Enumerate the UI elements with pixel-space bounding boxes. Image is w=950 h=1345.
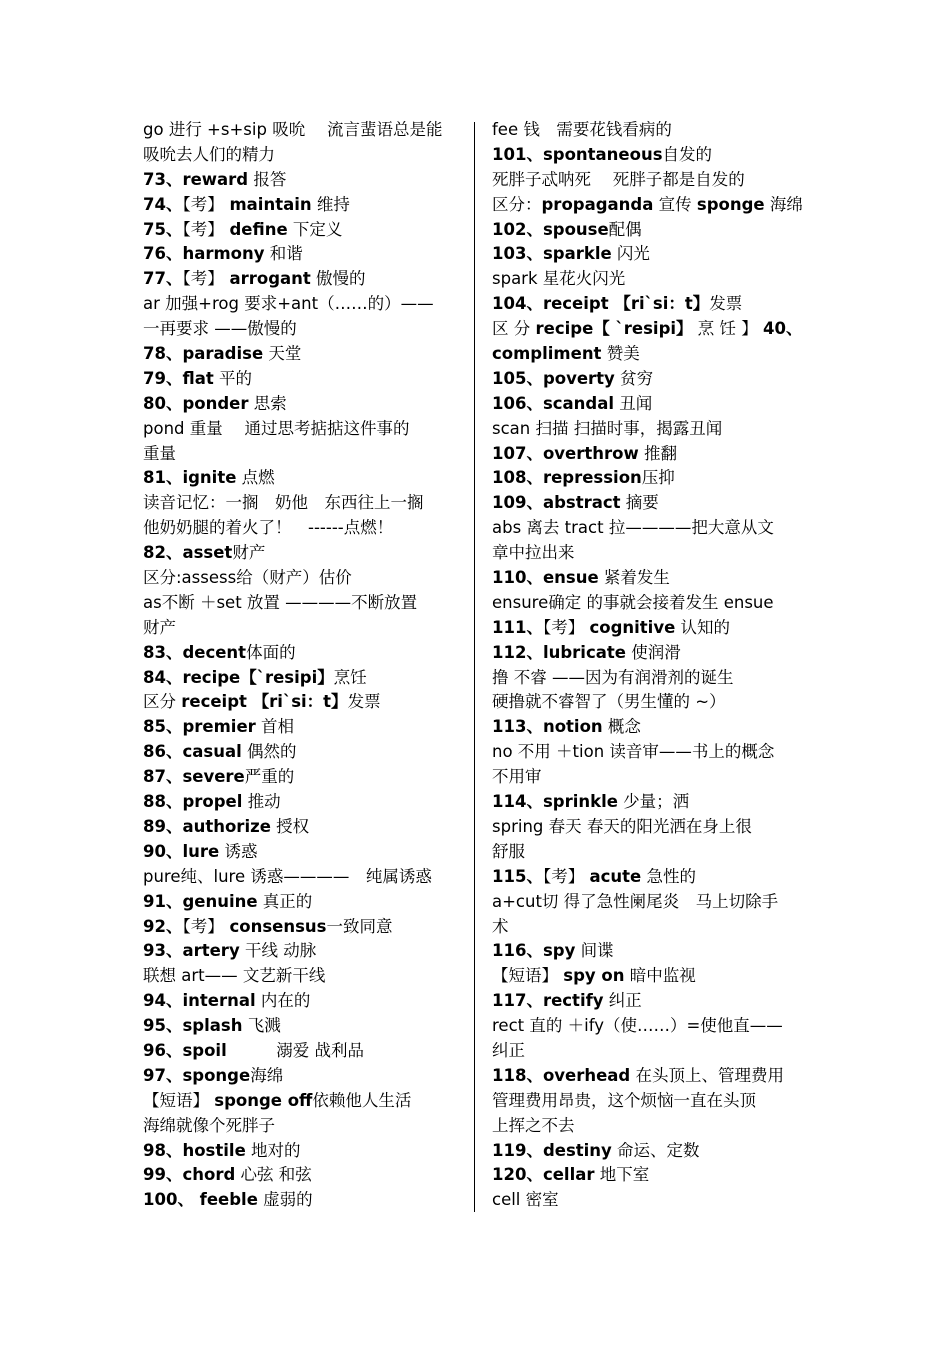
entry-text: 溺爱 战利品 (226, 1040, 364, 1060)
entry-term: 109、abstract (492, 493, 621, 513)
entry-text: as不断 ＋set 放置 ————不断放置 (143, 592, 418, 612)
text-line (143, 168, 463, 193)
text-line (492, 1188, 812, 1213)
entry-text: 使润滑 (625, 642, 681, 662)
text-line (143, 715, 463, 740)
entry-term: 103、sparkle (492, 244, 612, 264)
entry-term: 115、 (492, 866, 543, 886)
entry-term: 110、ensue (492, 568, 599, 588)
entry-text: 和谐 (264, 244, 303, 264)
entry-term: arrogant (223, 269, 311, 289)
entry-term: 111、 (492, 617, 543, 637)
entry-text: fee 钱 需要花钱看病的 (492, 120, 672, 139)
text-line (492, 715, 812, 740)
text-line (492, 491, 812, 516)
entry-text: 思索 (248, 393, 287, 413)
text-line (143, 317, 463, 342)
text-line (143, 740, 463, 765)
entry-term: 84、recipe【`resipi】 (143, 667, 334, 687)
text-line (143, 690, 463, 715)
text-line (143, 1014, 463, 1039)
entry-term: 120、cellar (492, 1165, 595, 1185)
entry-term: 119、destiny (492, 1140, 612, 1160)
entry-text: go 进行 +s+sip 吸吮 流言蜚语总是能 (143, 120, 443, 139)
entry-text: 贫穷 (614, 368, 654, 388)
entry-text: 【短语】 (492, 966, 564, 986)
entry-term: 105、poverty (492, 368, 615, 388)
text-line (492, 1064, 812, 1089)
text-line (492, 143, 812, 168)
text-line (143, 1089, 463, 1114)
entry-term: 86、casual (143, 742, 242, 762)
entry-text: 吸吮去人们的精力 (143, 144, 275, 164)
entry-term: cognitive (589, 617, 676, 637)
text-line (492, 292, 812, 317)
text-line (143, 491, 463, 516)
entry-text: 内在的 (255, 991, 311, 1011)
column-divider (474, 122, 475, 1212)
entry-term: 76、harmony (143, 244, 265, 264)
entry-text: 海绵 (250, 1065, 284, 1085)
entry-term: 118、overhead (492, 1065, 631, 1085)
text-line (143, 541, 463, 566)
text-line (492, 840, 812, 865)
text-line (492, 915, 812, 940)
text-line (143, 616, 463, 641)
entry-term: spy on (563, 966, 625, 986)
entry-text: a+cut切 得了急性阑尾炎 马上切除手 (492, 891, 779, 911)
entry-term: consensus (223, 916, 327, 936)
entry-text: 体面的 (246, 642, 296, 662)
text-line (143, 1188, 463, 1213)
text-line (143, 790, 463, 815)
entry-text: 海绵 (764, 194, 803, 214)
entry-text: 【考】 (182, 269, 224, 289)
entry-term: maintain (223, 194, 312, 214)
entry-term: 73、reward (143, 169, 249, 189)
text-line (492, 566, 812, 591)
entry-text: 纠正 (492, 1040, 525, 1060)
text-line (143, 641, 463, 666)
text-line (492, 989, 812, 1014)
text-line (143, 840, 463, 865)
text-line (143, 989, 463, 1014)
text-line (492, 939, 812, 964)
text-line (143, 890, 463, 915)
entry-term: 96、spoil (143, 1040, 227, 1060)
entry-term: 107、overthrow (492, 443, 639, 463)
entry-term: 113、notion (492, 717, 603, 737)
text-line (143, 765, 463, 790)
text-line (492, 466, 812, 491)
entry-text: 配偶 (608, 219, 642, 239)
text-line (143, 242, 463, 267)
entry-term: sponge off (214, 1090, 313, 1110)
entry-text: 天堂 (263, 344, 302, 364)
entry-text: 【考】 (182, 194, 224, 214)
text-line (143, 143, 463, 168)
entry-text: 死胖子忒呐死 死胖子都是自发的 (492, 169, 745, 189)
text-line (492, 367, 812, 392)
text-line (143, 865, 463, 890)
entry-text: 压抑 (641, 468, 675, 488)
entry-text: 地对的 (245, 1140, 301, 1160)
entry-text: 一再要求 ——傲慢的 (143, 319, 297, 339)
entry-text: 推翻 (638, 443, 677, 463)
entry-text: 紧着发生 (598, 568, 670, 588)
text-line (143, 392, 463, 417)
entry-term: 117、rectify (492, 991, 604, 1011)
entry-text: 首相 (255, 717, 295, 737)
entry-text: rect 直的 ＋ify（使……）=使他直—— (492, 1016, 783, 1036)
text-line (143, 1139, 463, 1164)
entry-term: 101、spontaneous (492, 144, 663, 164)
text-line (143, 566, 463, 591)
text-line (143, 1163, 463, 1188)
entry-text: 点燃 (236, 468, 275, 488)
text-line (143, 666, 463, 691)
text-line (143, 342, 463, 367)
entry-term: 99、chord (143, 1165, 236, 1185)
text-line (143, 118, 463, 143)
text-line (492, 242, 812, 267)
entry-text: 区 分 (492, 319, 536, 339)
entry-text: 傲慢的 (310, 269, 366, 289)
entry-text: 丑闻 (614, 393, 653, 413)
text-line (143, 417, 463, 442)
entry-text: 下定义 (287, 219, 343, 239)
entry-term: 104、receipt 【ri`si：t】 (492, 294, 710, 314)
text-line (143, 964, 463, 989)
entry-text: 发票 (709, 294, 743, 314)
text-line (143, 292, 463, 317)
right-column (492, 118, 812, 1213)
entry-text: 依赖他人生活 (312, 1090, 412, 1110)
entry-term: 79、flat (143, 368, 214, 388)
text-line (492, 616, 812, 641)
text-line (143, 442, 463, 467)
entry-term: 108、repression (492, 468, 642, 488)
entry-text: 章中拉出来 (492, 543, 575, 563)
text-line (492, 392, 812, 417)
entry-text: 干线 动脉 (239, 941, 317, 961)
entry-text: 自发的 (662, 144, 713, 164)
text-line (492, 1139, 812, 1164)
entry-term: 94、internal (143, 991, 256, 1011)
entry-text: 舒服 (492, 841, 525, 861)
entry-term: 75、 (143, 219, 183, 239)
text-line (492, 118, 812, 143)
entry-term: 87、severe (143, 767, 245, 787)
text-line (492, 815, 812, 840)
entry-text: 摘要 (620, 493, 659, 513)
entry-text: 心弦 和弦 (235, 1165, 312, 1185)
entry-text: ensure确定 的事就会接着发生 ensue (492, 592, 774, 612)
entry-term: 83、decent (143, 642, 247, 662)
entry-text: abs 离去 tract 拉————把大意从文 (492, 518, 774, 538)
entry-term: 88、propel (143, 792, 243, 812)
entry-term: 106、scandal (492, 393, 615, 413)
entry-text: 急性的 (641, 866, 696, 886)
entry-text: 烹饪 (333, 667, 367, 687)
entry-term: receipt 【ri`si：t】 (181, 692, 348, 712)
entry-text: 联想 art—— 文艺新干线 (143, 966, 326, 986)
entry-text: cell 密室 (492, 1190, 559, 1210)
entry-text: ar 加强+rog 要求+ant（……的）—— (143, 294, 434, 314)
text-line (492, 591, 812, 616)
entry-term: compliment (492, 344, 602, 364)
text-line (492, 193, 812, 218)
text-line (143, 591, 463, 616)
entry-term: 81、ignite (143, 468, 237, 488)
text-line (143, 466, 463, 491)
text-line (492, 218, 812, 243)
entry-term: define (223, 219, 288, 239)
entry-text: 【考】 (182, 916, 224, 936)
entry-term: 80、ponder (143, 393, 249, 413)
entry-term: 92、 (143, 916, 183, 936)
text-line (143, 1039, 463, 1064)
text-line (492, 666, 812, 691)
entry-text: 他奶奶腿的着火了！ ------点燃！ (143, 518, 394, 538)
entry-text: 赞美 (601, 344, 640, 364)
text-line (492, 1039, 812, 1064)
entry-text: 概念 (602, 717, 641, 737)
text-line (492, 1014, 812, 1039)
entry-text: 偶然的 (241, 742, 297, 762)
text-line (492, 317, 812, 342)
entry-text: 区分： (492, 194, 542, 214)
entry-text: 诱惑 (219, 841, 258, 861)
entry-text: 财产 (143, 617, 176, 637)
entry-text: 硬撸就不睿智了（男生懂的 ~） (492, 692, 726, 712)
entry-text: 【短语】 (143, 1090, 215, 1110)
entry-text: 虚弱的 (257, 1190, 313, 1210)
text-line (492, 541, 812, 566)
entry-text: 认知的 (675, 617, 731, 637)
entry-text: 报答 (248, 169, 287, 189)
entry-text: 纠正 (603, 991, 642, 1011)
entry-text: 术 (492, 916, 509, 936)
text-line (492, 516, 812, 541)
text-line (143, 367, 463, 392)
entry-term: 97、sponge (143, 1065, 251, 1085)
text-line (492, 417, 812, 442)
entry-term: sponge (696, 194, 765, 214)
entry-term: 40、 (763, 319, 803, 339)
text-line (492, 1163, 812, 1188)
entry-term: 114、sprinkle (492, 792, 618, 812)
text-line (492, 641, 812, 666)
entry-term: 100、 feeble (143, 1190, 258, 1210)
text-line (143, 1114, 463, 1139)
entry-term: 98、hostile (143, 1140, 246, 1160)
entry-text: 财产 (232, 543, 266, 563)
entry-text: 推动 (242, 792, 281, 812)
text-line (492, 442, 812, 467)
entry-text: 真正的 (257, 891, 313, 911)
entry-text: 烹 饪 】 (692, 319, 764, 339)
entry-text: 维持 (311, 194, 350, 214)
text-line (143, 815, 463, 840)
entry-text: 少量；洒 (617, 792, 690, 812)
entry-text: 区分 (143, 692, 182, 712)
entry-term: recipe【 `resipi】 (535, 319, 693, 339)
entry-text: 不用审 (492, 767, 542, 787)
entry-text: 重量 (143, 443, 176, 463)
text-line (492, 1114, 812, 1139)
left-column (143, 118, 463, 1213)
entry-text: 闪光 (611, 244, 650, 264)
entry-text: 命运、定数 (611, 1140, 700, 1160)
entry-text: 授权 (270, 816, 310, 836)
entry-text: 上挥之不去 (492, 1115, 575, 1135)
entry-text: 暗中监视 (624, 966, 696, 986)
text-line (143, 267, 463, 292)
entry-text: 平的 (213, 368, 252, 388)
text-line (143, 218, 463, 243)
entry-text: pond 重量 通过思考掂掂这件事的 (143, 418, 410, 438)
entry-text: spark 星花火闪光 (492, 269, 626, 289)
entry-term: 91、genuine (143, 891, 258, 911)
entry-text: 发票 (347, 692, 381, 712)
entry-text: 在头顶上、管理费用 (630, 1065, 784, 1085)
entry-term: 85、premier (143, 717, 256, 737)
entry-text: 管理费用昂贵，这个烦恼一直在头顶 (492, 1090, 756, 1110)
entry-text: scan 扫描 扫描时事，揭露丑闻 (492, 418, 723, 438)
entry-term: 93、artery (143, 941, 240, 961)
text-line (492, 740, 812, 765)
text-line (492, 690, 812, 715)
entry-text: 间谍 (575, 941, 614, 961)
entry-text: 一致同意 (326, 916, 393, 936)
entry-term: 74、 (143, 194, 183, 214)
entry-text: 严重的 (244, 767, 295, 787)
entry-term: acute (589, 866, 642, 886)
entry-term: 78、paradise (143, 344, 264, 364)
entry-text: spring 春天 春天的阳光洒在身上很 (492, 816, 752, 836)
entry-term: 77、 (143, 269, 183, 289)
entry-term: propaganda (541, 194, 654, 214)
entry-term: 82、asset (143, 543, 233, 563)
entry-text: 区分:assess给（财产）估价 (143, 568, 352, 588)
text-line (143, 193, 463, 218)
entry-term: 116、spy (492, 941, 576, 961)
entry-text: 【考】 (542, 617, 590, 637)
entry-text: 宣传 (653, 194, 697, 214)
text-line (492, 790, 812, 815)
entry-term: 89、authorize (143, 816, 271, 836)
entry-text: 海绵就像个死胖子 (143, 1115, 275, 1135)
entry-text: 飞溅 (242, 1016, 281, 1036)
entry-text: 撸 不睿 ——因为有润滑剂的诞生 (492, 667, 734, 687)
entry-text: no 不用 ＋tion 读音审——书上的概念 (492, 742, 775, 762)
text-line (492, 765, 812, 790)
text-line (143, 1064, 463, 1089)
text-line (492, 267, 812, 292)
text-line (143, 516, 463, 541)
entry-term: 112、lubricate (492, 642, 626, 662)
text-line (492, 1089, 812, 1114)
text-line (143, 915, 463, 940)
entry-text: pure纯、lure 诱惑———— 纯属诱惑 (143, 866, 432, 886)
entry-term: 90、lure (143, 841, 220, 861)
entry-term: 102、spouse (492, 219, 609, 239)
entry-text: 【考】 (182, 219, 224, 239)
text-line (492, 342, 812, 367)
text-line (143, 939, 463, 964)
entry-term: 95、splash (143, 1016, 243, 1036)
entry-text: 读音记忆：一搁 奶他 东西往上一搁 (143, 493, 424, 513)
text-line (492, 964, 812, 989)
entry-text: 地下室 (594, 1165, 650, 1185)
text-line (492, 865, 812, 890)
entry-text: 【考】 (542, 866, 590, 886)
text-line (492, 168, 812, 193)
text-line (492, 890, 812, 915)
